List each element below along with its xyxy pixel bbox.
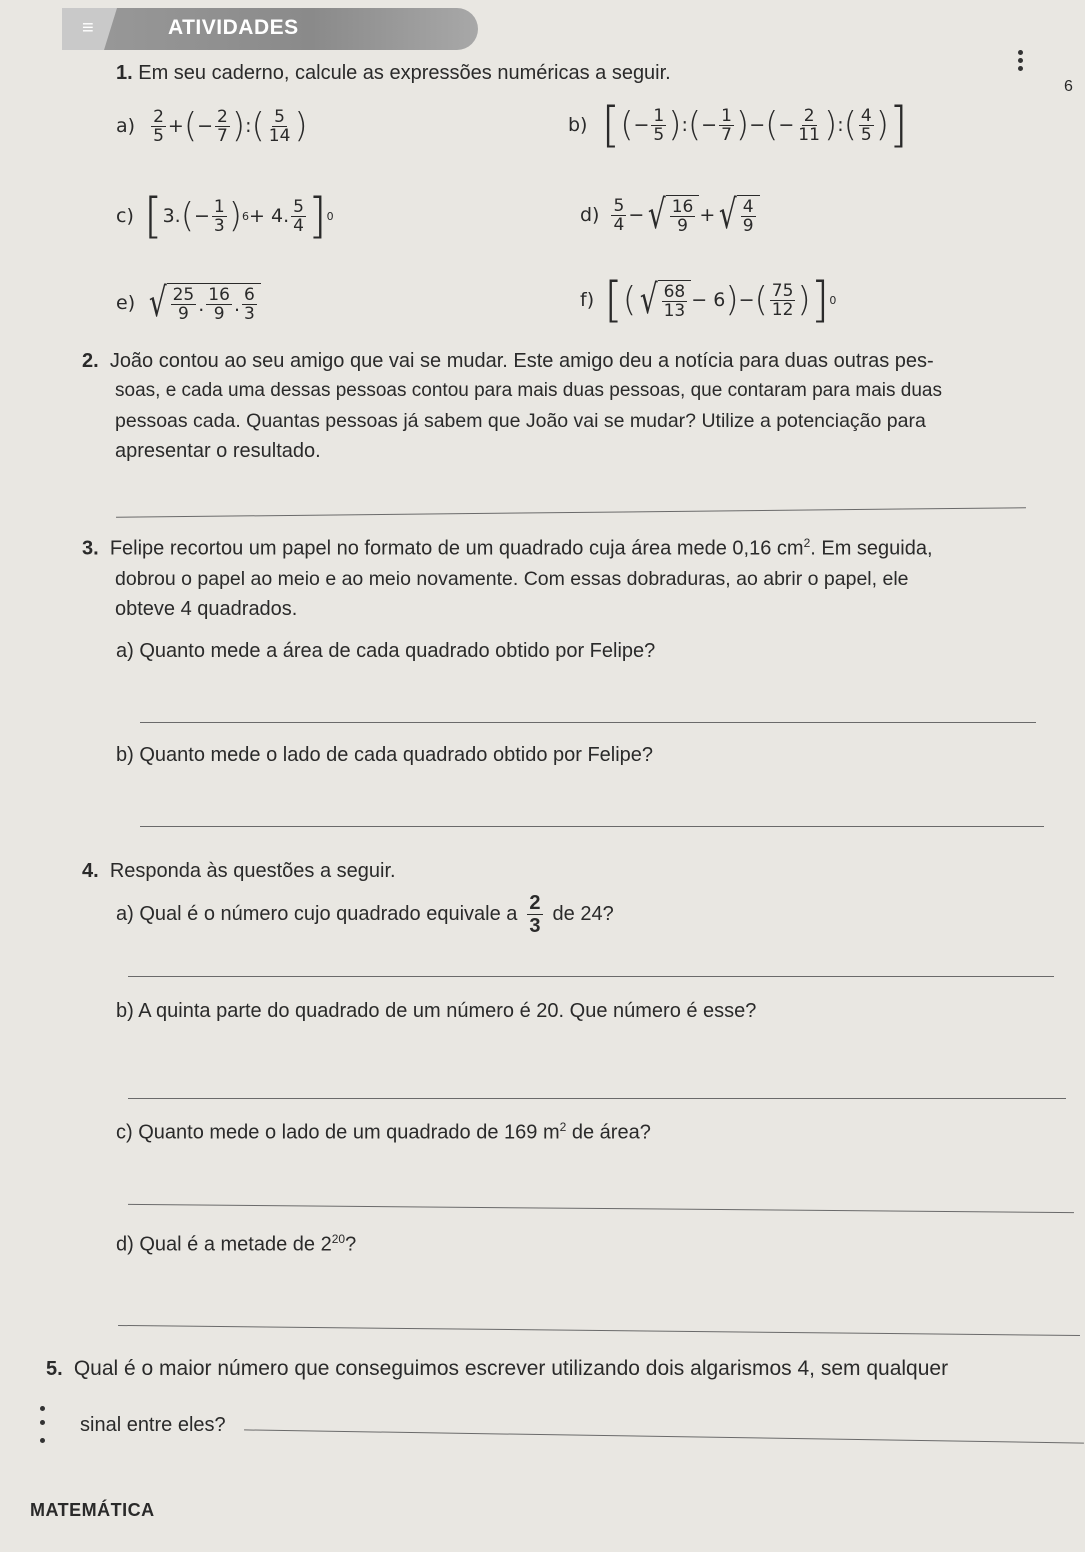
fraction-denominator: 3 [529,914,541,937]
question-text-line: João contou ao seu amigo que vai se mudar. Este amigo deu a notícia para duas outras pes- [109,350,934,372]
answer-line [128,976,1054,977]
expression-c: c) [ 3. ( − $\frac{1}{3}$ ) 6 + 4. $\frac{5}{4}$ ] 0 [116,188,334,244]
answer-line [140,722,1036,723]
question-2 [82,346,1072,466]
item-label: d) [580,204,600,226]
question-text: de área? [566,1121,651,1144]
question-text: Em seu caderno, calcule as expressões numéricas a seguir. [138,62,671,84]
fraction-numerator: 2 [529,891,541,914]
item-label: a) [116,115,136,137]
question-text: a) Qual é o número cujo quadrado equivale a [116,903,518,925]
question-4a [116,886,614,942]
question-text-line: obteve 4 quadrados. [115,597,298,620]
expression-d: d) $\frac{5}{4}$ − √ $\frac{16}{9}$ + √ $\frac{4}{9}$ [580,180,760,250]
menu-icon: ≡ [82,17,94,39]
question-number: 3. [82,537,99,560]
footer-subject: MATEMÁTICA [30,1500,155,1520]
item-label: c) [116,205,134,227]
page-title: ATIVIDADES [168,16,299,39]
expression-b: b) [ ( − $\frac{1}{5}$ ) : ( − $\frac{1}{7}$ ) − ( − $\frac{2}{11}$ ) : ( $\frac{4}{5}$ ) ] [568,97,908,153]
question-4c [116,1112,651,1148]
question-text-line: soas, e cada uma dessas pessoas contou para mais duas pessoas, que contaram para mais duas [115,380,942,401]
answer-line [128,1098,1066,1099]
side-page-number: 6 [1064,78,1073,95]
expression-e: e) √ $\frac{25}{9}$ . $\frac{16}{9}$ . $\frac{6}{3}$ [116,268,261,338]
side-dots-icon [1018,50,1026,110]
question-text: Felipe recortou um papel no formato de um quadrado cuja área mede [109,537,733,560]
answer-line [128,1204,1074,1213]
answer-line [118,1325,1080,1336]
question-3a: a) Quanto mede a área de cada quadrado obtido por Felipe? [116,640,656,662]
question-text-line: dobrou o papel ao meio e ao meio novamente. Com essas dobraduras, ao abrir o papel, ele [115,567,909,590]
question-text: . Em seguida, [810,537,933,560]
question-number: 5. [46,1358,63,1380]
question-text: Responda às questões a seguir. [109,860,396,882]
answer-line [116,507,1026,518]
area-exponent: 2 [803,536,811,550]
question-4d [116,1224,356,1260]
question-number: 2. [82,350,99,372]
question-text: c) Quanto mede o lado de um quadrado de 169 m [116,1121,560,1144]
question-3b: b) Quanto mede o lado de cada quadrado obtido por Felipe? [116,744,654,766]
question-number: 4. [82,860,99,882]
answer-line [140,826,1044,827]
expression-f: f) [ ( √ $\frac{68}{13}$ − 6 ) − ( $\frac{75}{12}$ ) ] 0 [580,272,837,328]
power-exponent: 20 [331,1232,346,1246]
question-text: Qual é o maior número que conseguimos escrever utilizando dois algarismos 4, sem qualquer [73,1357,949,1380]
side-dots-icon [40,1406,48,1466]
question-text: ? [345,1233,357,1256]
question-text: de 24? [552,903,614,925]
question-4b: b) A quinta parte do quadrado de um número é 20. Que número é esse? [116,1000,757,1022]
area-value: 0,16 cm [732,537,804,560]
question-5 [46,1354,1082,1384]
item-label: e) [116,292,136,314]
question-number: 1. [116,62,133,84]
question-text-line: pessoas cada. Quantas pessoas já sabem que João vai se mudar? Utilize a potenciação para [115,410,926,432]
question-3 [82,528,1082,624]
question-1 [116,58,671,88]
area-exponent: 2 [559,1120,567,1134]
question-text-line: apresentar o resultado. [115,440,321,462]
item-label: b) [568,114,588,136]
expression-a: a) $\frac{2}{5}$ + ( − $\frac{2}{7}$ ) : ( $\frac{5}{14}$ ) [116,106,308,146]
question-4 [82,856,396,886]
answer-line [244,1429,1084,1443]
item-label: f) [580,289,595,311]
question-5-line2: sinal entre eles? [80,1414,226,1436]
question-text: d) Qual é a metade de 2 [116,1233,332,1256]
